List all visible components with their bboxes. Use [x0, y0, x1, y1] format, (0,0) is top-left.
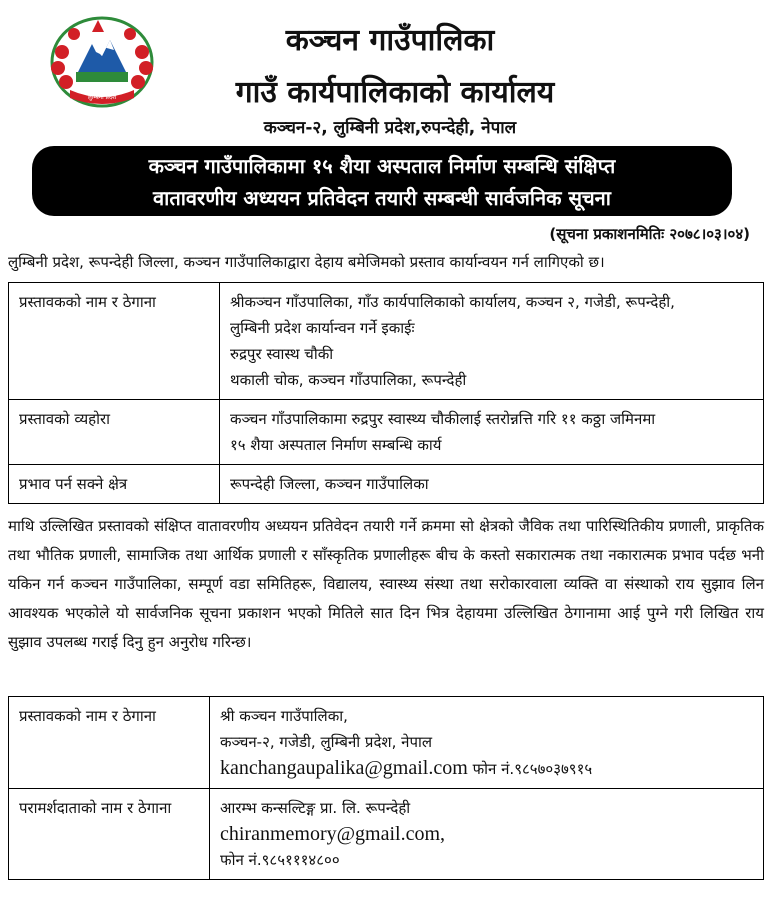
value-line: १५ शैया अस्पताल निर्माण सम्बन्धि कार्य [230, 436, 442, 454]
notice-banner [32, 146, 732, 216]
value-line: श्री कञ्चन गाउँपालिका, [220, 707, 348, 725]
value-line [220, 755, 753, 782]
notice-paragraph: माथि उल्लिखित प्रस्तावको संक्षिप्त वातावरणीय अध्ययन प्रतिवेदन तयारी गर्ने क्रममा सो क्षेत्रको जैविक तथा पारिस्थितिकीय प्रणाली, प्राकृतिक तथा भौतिक प्रणाली, सामाजिक तथा आर्थिक प्रणाली र साँस्कृतिक प्रणालीहरू बीच के कस्तो सकारात्मक तथा नकारात्मक प्रभाव पर्दछ भनी यकिन गर्न कञ्चन गाउँपालिका, सम्पूर्ण वडा समितिहरू, विद्यालय, स्वास्थ्य संस्था तथा सरोकारवाला व्यक्ति वा संस्थाको राय सुझाव लिन आवश्यक भएकोले यो सार्वजनिक सूचना प्रकाशन भएको मितिले सात दिन भित्र देहायमा उल्लिखित ठेगानामा आई पुग्ने गरी लिखित राय सुझाव उपलब्ध गराई दिनु हुन अनुरोध गरिन्छ। [8, 517, 764, 651]
row-value [220, 283, 764, 400]
row-key: प्रस्तावकको नाम र ठेगाना [9, 697, 210, 789]
value-line: आरम्भ कन्सल्टिङ्ग प्रा. लि. रूपन्देही [220, 799, 411, 817]
contact-table [8, 696, 764, 880]
table-row [9, 697, 764, 789]
proposal-table [8, 282, 764, 504]
value-line: थकाली चोक, कञ्चन गाँउपालिका, रूपन्देही [230, 371, 467, 389]
phone-number: फोन नं.९८५१११४८०० [220, 851, 340, 869]
municipality-title: कञ्चन गाउँपालिका [285, 23, 495, 58]
banner-line-2: वातावरणीय अध्ययन प्रतिवेदन तयारी सम्बन्धी सार्वजनिक सूचना [153, 186, 611, 210]
email-link[interactable]: kanchangaupalika@gmail.com [220, 757, 468, 779]
phone-number: फोन नं.९८५७०३७९१५ [472, 760, 593, 778]
value-line: कञ्चन-२, गजेडी, लुम्बिनी प्रदेश, नेपाल [220, 733, 433, 751]
office-address: कञ्चन-२, लुम्बिनी प्रदेश,रुपन्देही, नेपाल [263, 118, 517, 138]
value-line: रुद्रपुर स्वास्थ चौकी [230, 345, 334, 363]
row-value [220, 400, 764, 465]
email-link[interactable]: chiranmemory@gmail.com, [220, 823, 446, 845]
banner-line-1: कञ्चन गाउँपालिकामा १५ शैया अस्पताल निर्माण सम्बन्धि संक्षिप्त [148, 154, 616, 178]
publication-date: (सूचना प्रकाशनमितिः २०७८।०३।०४) [549, 225, 750, 243]
row-key: प्रस्तावकको नाम र ठेगाना [9, 283, 220, 400]
value-line: लुम्बिनी प्रदेश कार्यान्वन गर्ने इकाईः [230, 319, 415, 337]
office-title: गाउँ कार्यपालिकाको कार्यालय [235, 75, 555, 110]
row-value [220, 465, 764, 504]
intro-text: लुम्बिनी प्रदेश, रूपन्देही जिल्ला, कञ्चन गाउँपालिकाद्वारा देहाय बमेजिमको प्रस्ताव कार्यान्वयन गर्न लागिएको छ। [8, 253, 605, 271]
value-line: रूपन्देही जिल्ला, कञ्चन गाउँपालिका [230, 475, 429, 493]
row-value [210, 697, 764, 789]
row-value [210, 789, 764, 880]
value-line: श्रीकञ्चन गाँउपालिका, गाँउ कार्यपालिकाको कार्यालय, कञ्चन २, गजेडी, रूपन्देही, [230, 293, 675, 311]
government-emblem-icon [48, 12, 156, 110]
row-key: प्रभाव पर्न सक्ने क्षेत्र [9, 465, 220, 504]
row-key: प्रस्तावको व्यहोरा [9, 400, 220, 465]
table-row [9, 789, 764, 880]
row-key: परामर्शदाताको नाम र ठेगाना [9, 789, 210, 880]
table-row [9, 400, 764, 465]
table-row [9, 283, 764, 400]
value-line: कञ्चन गाँउपालिकामा रुद्रपुर स्वास्थ्य चौकीलाई स्तरोन्नत्ति गरि ११ कठ्ठा जमिनमा [230, 410, 656, 428]
table-row [9, 465, 764, 504]
svg-text:लुम्बिनी प्रदेश: लुम्बिनी प्रदेश [87, 94, 117, 101]
